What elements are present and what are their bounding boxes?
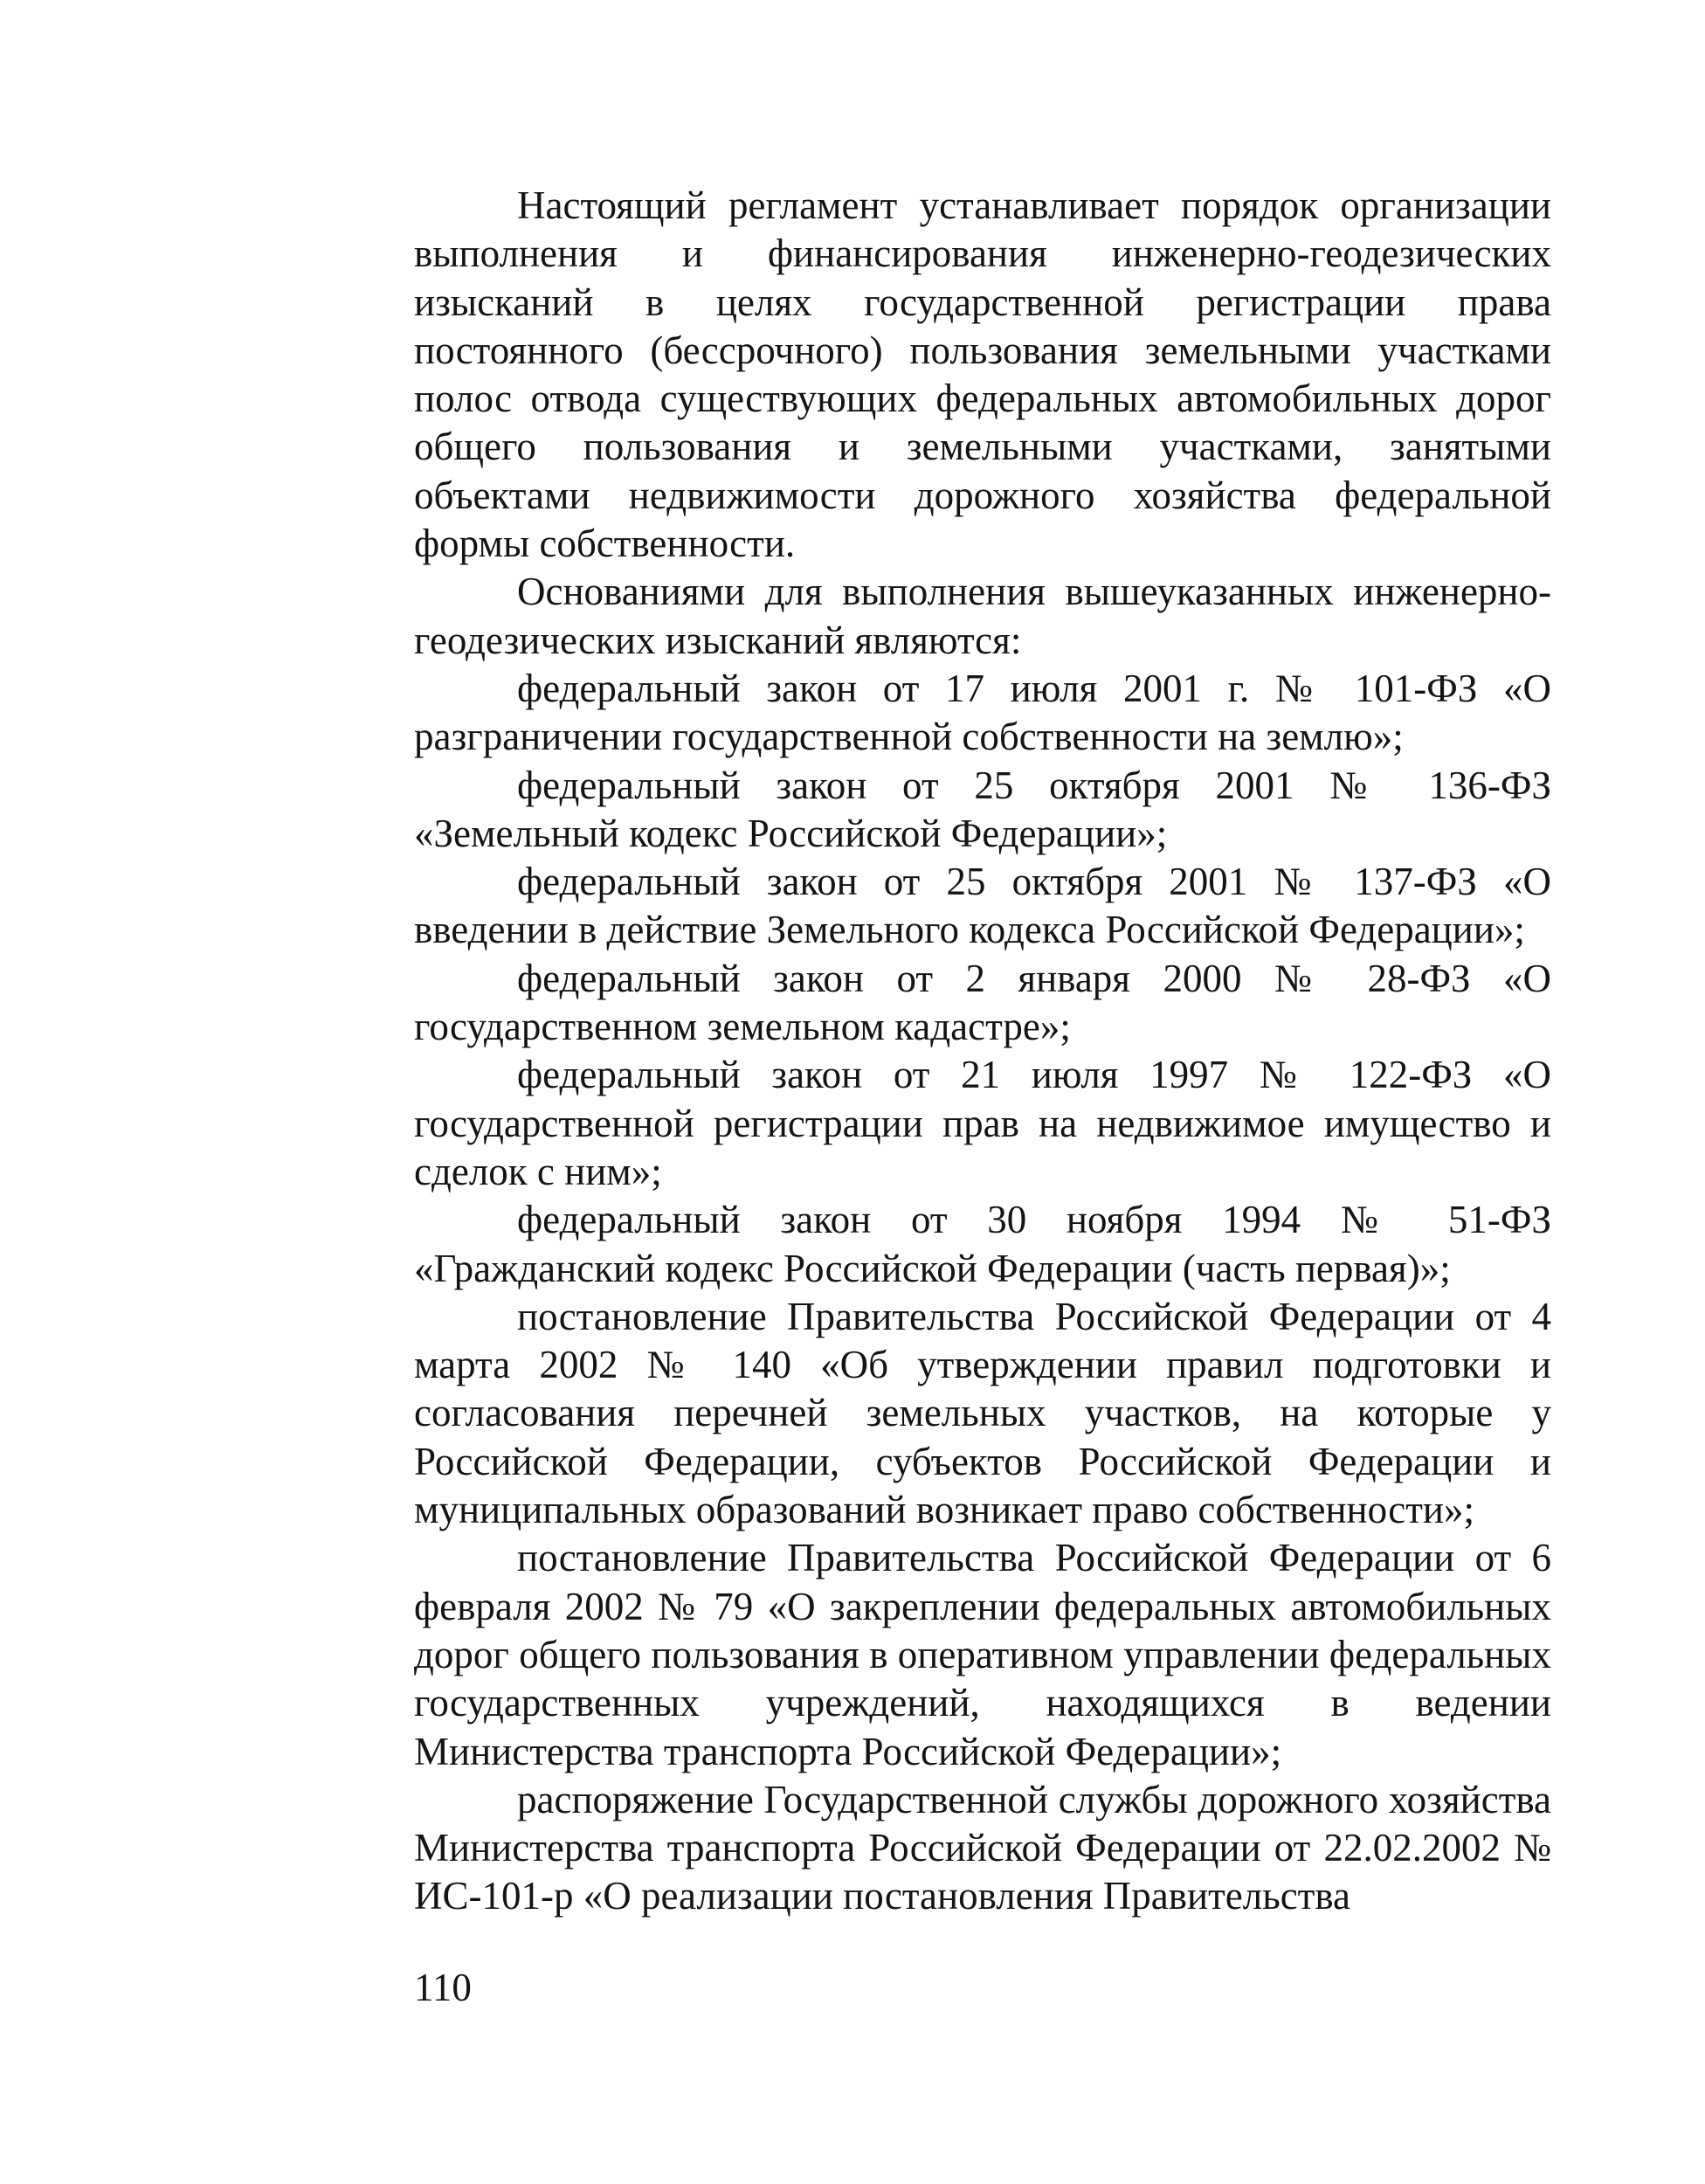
paragraph-law-136: федеральный закон от 25 октября 2001 № 136-ФЗ «Земельный кодекс Российской Федерации»;	[414, 763, 1551, 855]
paragraph-law-51: федеральный закон от 30 ноября 1994 № 51-ФЗ «Гражданский кодекс Российской Федерации (часть первая)»;	[414, 1198, 1551, 1290]
paragraph-order-is-101: распоряжение Государственной службы дорожного хозяйства Министерства транспорта Российской Федерации от 22.02.2002 № ИС-101-р «О реализации постановления Правительства	[414, 1777, 1551, 1918]
paragraph-law-101: федеральный закон от 17 июля 2001 г. № 101-ФЗ «О разграничении государственной собственности на землю»;	[414, 666, 1551, 759]
paragraph-intro: Настоящий регламент устанавливает порядок организации выполнения и финансирования инженерно-геодезических изысканий в целях государственной регистрации права постоянного (бессрочного) пользования земельными участками полос отвода существующих федеральных автомобильных дорог общего пользования и земельными участками, занятыми объектами недвижимости дорожного хозяйства федеральной формы собственности.	[414, 183, 1551, 566]
paragraph-resolution-140: постановление Правительства Российской Федерации от 4 марта 2002 № 140 «Об утверждении правил подготовки и согласования перечней земельных участков, на которые у Российской Федерации, субъектов Российской Федерации и муниципальных образований возникает право собственности»;	[414, 1294, 1551, 1532]
paragraph-grounds: Основаниями для выполнения вышеуказанных инженерно-геодезических изысканий являются:	[414, 570, 1551, 662]
paragraph-resolution-79: постановление Правительства Российской Федерации от 6 февраля 2002 № 79 «О закреплении федеральных автомобильных дорог общего пользования в оперативном управлении федеральных государственных учреждений, находящихся в ведении Министерства транспорта Российской Федерации»;	[414, 1536, 1551, 1773]
paragraph-law-28: федеральный закон от 2 января 2000 № 28-ФЗ «О государственном земельном кадастре»;	[414, 956, 1551, 1049]
body-text	[414, 182, 1551, 1921]
paragraph-law-122: федеральный закон от 21 июля 1997 № 122-ФЗ «О государственной регистрации прав на недвижимое имущество и сделок с ним»;	[414, 1053, 1551, 1193]
paragraph-law-137: федеральный закон от 25 октября 2001 № 137-ФЗ «О введении в действие Земельного кодекса Российской Федерации»;	[414, 860, 1551, 952]
page-number: 110	[414, 1966, 472, 2009]
